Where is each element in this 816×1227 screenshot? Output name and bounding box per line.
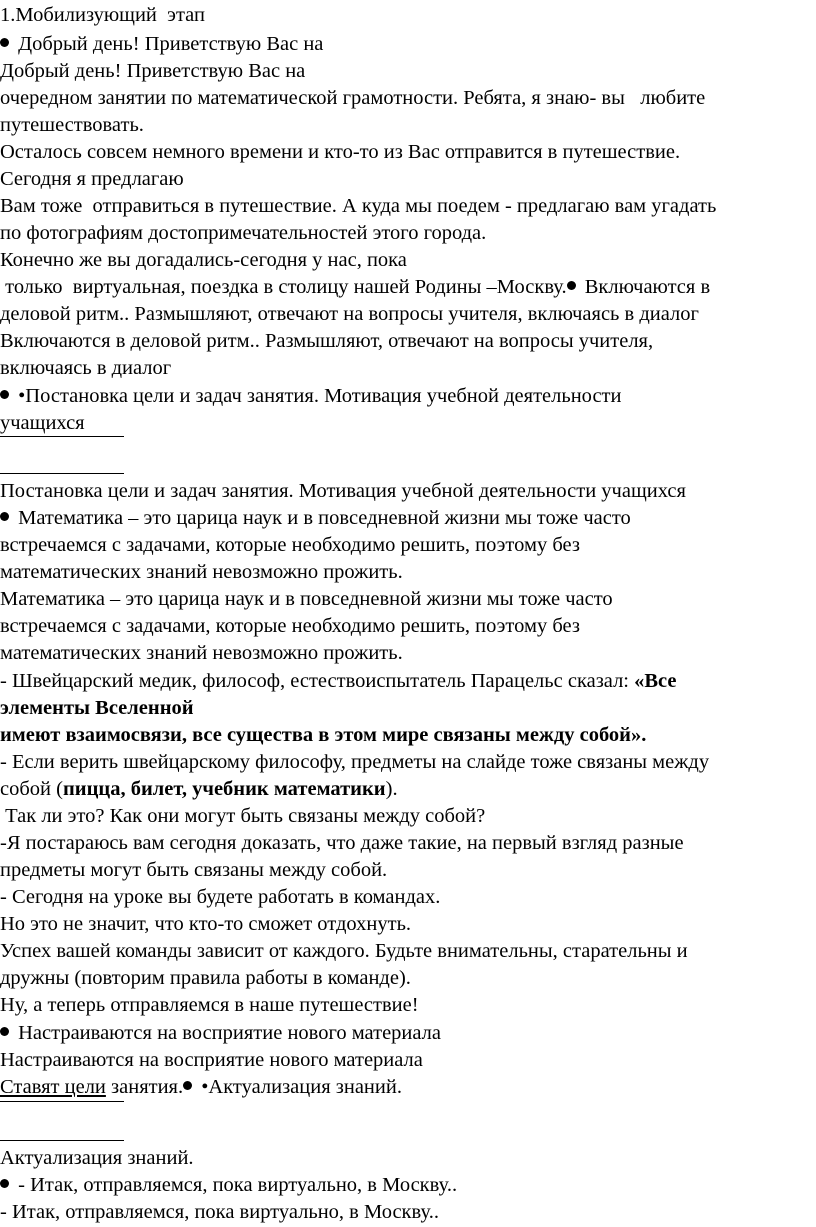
paragraph-line: Настраиваются на восприятие нового материала — [0, 1049, 423, 1071]
bullet-line — [0, 31, 323, 58]
paragraph-line: Постановка цели и задач занятия. Мотивация учебной деятельности учащихся — [0, 480, 686, 502]
bullet-icon — [0, 390, 9, 399]
paragraph-line: путешествовать. — [0, 114, 144, 136]
bullet-icon — [567, 281, 576, 290]
bullet-line — [0, 1020, 441, 1047]
bullet-line — [0, 383, 621, 410]
separator-rule — [0, 436, 124, 437]
paragraph-line: Так ли это? Как они могут быть связаны между собой? — [0, 805, 486, 827]
text: Добрый день! Приветствую Вас на — [18, 33, 324, 55]
paragraph-line: учащихся — [0, 412, 85, 434]
paragraph-line: Но это не значит, что кто-то сможет отдохнуть. — [0, 913, 412, 935]
bullet-icon — [0, 512, 9, 521]
paragraph-line: - Если верить швейцарскому философу, предметы на слайде тоже связаны между — [0, 751, 710, 773]
paragraph-line: Актуализация знаний. — [0, 1147, 194, 1169]
text: Включаются в — [579, 276, 711, 298]
text: Настраиваются на восприятие нового материала — [18, 1022, 442, 1044]
bold-text: пицца, билет, учебник математики — [62, 778, 386, 800]
paragraph-line: Конечно же вы догадались-сегодня у нас, пока — [0, 249, 407, 271]
paragraph-line: деловой ритм.. Размышляют, отвечают на вопросы учителя, включаясь в диалог — [0, 303, 699, 325]
paragraph-line: математических знаний невозможно прожить. — [0, 561, 403, 583]
quote-line: элементы Вселенной — [0, 697, 194, 719]
bullet-icon — [0, 1027, 9, 1036]
paragraph-line: Успех вашей команды зависит от каждого. Будьте внимательны, старательны и — [0, 940, 688, 962]
separator-rule — [0, 473, 124, 474]
paragraph-line: Вам тоже отправиться в путешествие. А куда мы поедем - предлагаю вам угадать — [0, 195, 717, 217]
paragraph-line — [0, 274, 710, 301]
bullet-line — [0, 505, 631, 532]
text: •Актуализация знаний. — [201, 1076, 402, 1098]
quote-line: имеют взаимосвязи, все существа в этом мире связаны между собой». — [0, 724, 647, 746]
bullet-icon — [183, 1081, 192, 1090]
paragraph-line: Осталось совсем немного времени и кто-то из Вас отправится в путешествие. — [0, 141, 681, 163]
text: ). — [385, 778, 398, 800]
paragraph-line: Включаются в деловой ритм.. Размышляют, отвечают на вопросы учителя, — [0, 330, 654, 352]
paragraph-line: дружны (повторим правила работы в команде). — [0, 967, 411, 989]
text: собой ( — [0, 778, 63, 800]
paragraph-line: математических знаний невозможно прожить. — [0, 642, 403, 664]
paragraph-line: Ну, а теперь отправляемся в наше путешествие! — [0, 994, 419, 1016]
paragraph-line: Сегодня я предлагаю — [0, 168, 184, 190]
bullet-line — [0, 1172, 457, 1199]
separator-rule — [0, 1140, 124, 1141]
paragraph-line: Добрый день! Приветствую Вас на — [0, 60, 306, 82]
paragraph-line — [0, 776, 398, 803]
paragraph-line: по фотографиям достопримечательностей этого города. — [0, 222, 487, 244]
text: только виртуальная, поездка в столицу нашей Родины –Москву. — [0, 276, 567, 298]
bullet-icon — [0, 38, 9, 47]
text: - Швейцарский медик, философ, естествоиспытатель Парацельс сказал: — [0, 670, 635, 692]
paragraph-line: включаясь в диалог — [0, 357, 172, 379]
text: - Итак, отправляемся, пока виртуально, в Москву.. — [18, 1174, 458, 1196]
underlined-text: Ставят цели — [0, 1076, 106, 1098]
stage-heading: 1.Мобилизующий этап — [0, 4, 205, 26]
paragraph-line: - Сегодня на уроке вы будете работать в командах. — [0, 886, 441, 908]
paragraph-line — [0, 668, 677, 695]
text: Математика – это царица наук и в повседневной жизни мы тоже часто — [18, 507, 631, 529]
bullet-icon — [0, 1179, 9, 1188]
paragraph-line: предметы могут быть связаны между собой. — [0, 859, 388, 881]
text: •Постановка цели и задач занятия. Мотивация учебной деятельности — [18, 385, 622, 407]
text: занятия. — [105, 1076, 184, 1098]
paragraph-line: встречаемся с задачами, которые необходимо решить, поэтому без — [0, 615, 580, 637]
paragraph-line: Математика – это царица наук и в повседневной жизни мы тоже часто — [0, 588, 613, 610]
paragraph-line: встречаемся с задачами, которые необходимо решить, поэтому без — [0, 534, 580, 556]
paragraph-line: очередном занятии по математической грамотности. Ребята, я знаю- вы любите — [0, 87, 706, 109]
separator-rule — [0, 1101, 124, 1102]
paragraph-line — [0, 1074, 402, 1101]
paragraph-line: -Я постараюсь вам сегодня доказать, что даже такие, на первый взгляд разные — [0, 832, 684, 854]
paragraph-line: - Итак, отправляемся, пока виртуально, в Москву.. — [0, 1201, 439, 1223]
quote-text: «Все — [634, 670, 677, 692]
